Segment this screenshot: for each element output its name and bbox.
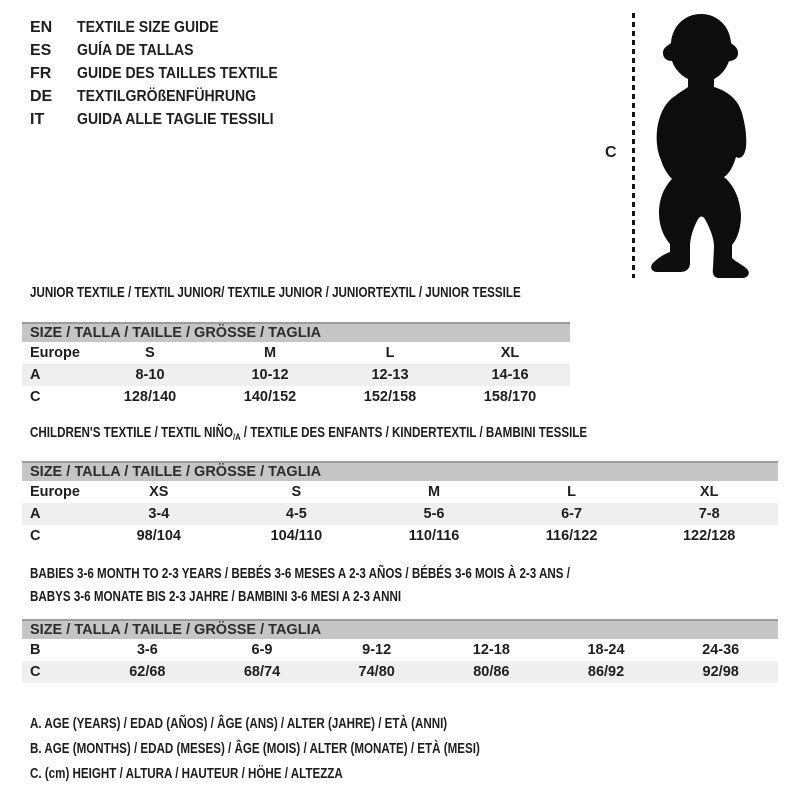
language-row-es bbox=[30, 39, 305, 62]
section-title-babies-line1: BABIES 3-6 MONTH TO 2-3 YEARS / BEBÉS 3-6 MESES A 2-3 AÑOS / BÉBÉS 3-6 MOIS À 2-3 ANS / bbox=[30, 566, 570, 582]
table-cell: 128/140 bbox=[123, 389, 177, 405]
size-header-text: SIZE / TALLA / TAILLE / GRÖSSE / TAGLIA bbox=[30, 464, 322, 480]
language-label: GUIDA ALLE TAGLIE TESSILI bbox=[77, 111, 274, 128]
section-title-children-text: CHILDREN'S TEXTILE / TEXTIL $NIÑO_{/A}$ / TEXTILE DES ENFANTS / KINDERTEXTIL / BAMBINI TESSILE bbox=[30, 425, 588, 443]
table-cell: 140/152 bbox=[243, 389, 297, 405]
table-cell: L bbox=[567, 484, 576, 500]
language-label: TEXTILGRÖßENFÜHRUNG bbox=[77, 88, 257, 105]
language-label: GUIDE DES TAILLES TEXTILE bbox=[77, 65, 278, 82]
size-header-row bbox=[22, 322, 570, 342]
row-label: A bbox=[30, 367, 41, 383]
table-cell: 12-13 bbox=[371, 367, 409, 383]
table-cell: 92/98 bbox=[702, 664, 739, 680]
row-label: C bbox=[30, 528, 41, 544]
row-label: C bbox=[30, 664, 41, 680]
language-code: ES bbox=[30, 42, 52, 59]
table-cell: 5-6 bbox=[423, 506, 445, 522]
size-header-text: SIZE / TALLA / TAILLE / GRÖSSE / TAGLIA bbox=[30, 622, 322, 638]
table-cell: XL bbox=[500, 345, 520, 361]
size-header-row bbox=[22, 619, 778, 639]
row-label: Europe bbox=[30, 484, 80, 500]
language-label: TEXTILE SIZE GUIDE bbox=[77, 19, 219, 36]
table-cell: XL bbox=[699, 484, 719, 500]
table-cell: 9-12 bbox=[362, 642, 392, 658]
table-cell: 152/158 bbox=[363, 389, 417, 405]
table-row-age-years bbox=[22, 364, 570, 386]
table-cell: S bbox=[145, 345, 155, 361]
table-cell: 86/92 bbox=[587, 664, 625, 680]
table-cell: L bbox=[385, 345, 395, 361]
baby-silhouette-icon bbox=[644, 8, 758, 280]
language-row-fr bbox=[30, 62, 305, 85]
junior-size-table bbox=[22, 322, 570, 408]
language-label: GUÍA DE TALLAS bbox=[77, 42, 194, 59]
row-label: B bbox=[30, 642, 41, 658]
language-code: FR bbox=[30, 65, 52, 82]
language-row-it bbox=[30, 108, 305, 131]
language-list bbox=[30, 16, 305, 131]
table-cell: 14-16 bbox=[491, 367, 529, 383]
children-size-table bbox=[22, 461, 778, 547]
language-row-de bbox=[30, 85, 305, 108]
table-cell: 110/116 bbox=[408, 528, 460, 544]
section-title-children bbox=[30, 425, 726, 443]
table-cell: 6-9 bbox=[251, 642, 273, 658]
table-cell: 8-10 bbox=[135, 367, 165, 383]
section-title-babies-line2: BABYS 3-6 MONATE BIS 2-3 JAHRE / BAMBINI 3-6 MESI A 2-3 ANNI bbox=[30, 589, 402, 605]
table-row-age-months bbox=[22, 639, 778, 661]
language-code: DE bbox=[30, 88, 53, 105]
height-measure-dashed-line bbox=[632, 13, 635, 278]
footnote-height-cm: C. (cm) HEIGHT / ALTURA / HAUTEUR / HÖHE / ALTEZZA bbox=[30, 766, 343, 782]
table-cell: 98/104 bbox=[136, 528, 181, 544]
table-cell: 10-12 bbox=[251, 367, 289, 383]
table-cell: 12-18 bbox=[472, 642, 510, 658]
table-cell: 122/128 bbox=[682, 528, 736, 544]
table-cell: M bbox=[427, 484, 441, 500]
subscript-a: /A bbox=[232, 432, 241, 443]
size-header-row bbox=[22, 461, 778, 481]
table-row-height-cm bbox=[22, 525, 778, 547]
table-cell: 80/86 bbox=[473, 664, 510, 680]
height-measure-label: C bbox=[605, 144, 617, 161]
table-row-europe bbox=[22, 481, 778, 503]
row-label: C bbox=[30, 389, 41, 405]
table-cell: 3-4 bbox=[148, 506, 170, 522]
table-cell: 3-6 bbox=[136, 642, 158, 658]
table-row-europe bbox=[22, 342, 570, 364]
table-row-height-cm bbox=[22, 386, 570, 408]
table-cell: 74/80 bbox=[358, 664, 395, 680]
section-title-babies bbox=[30, 563, 705, 609]
table-cell: 68/74 bbox=[243, 664, 281, 680]
table-row-height-cm bbox=[22, 661, 778, 683]
language-code: IT bbox=[30, 111, 45, 128]
babies-size-table bbox=[22, 619, 778, 683]
section-title-junior-text: JUNIOR TEXTILE / TEXTIL JUNIOR/ TEXTILE JUNIOR / JUNIORTEXTIL / JUNIOR TESSILE bbox=[30, 285, 521, 301]
table-cell: S bbox=[291, 484, 302, 500]
table-cell: 24-36 bbox=[702, 642, 740, 658]
table-cell: 116/122 bbox=[545, 528, 598, 544]
footnote-age-years: A. AGE (YEARS) / EDAD (AÑOS) / ÂGE (ANS) / ALTER (JAHRE) / ETÀ (ANNI) bbox=[30, 716, 448, 732]
table-cell: 104/110 bbox=[270, 528, 323, 544]
language-code: EN bbox=[30, 19, 53, 36]
section-title-junior bbox=[30, 285, 643, 301]
size-header-text: SIZE / TALLA / TAILLE / GRÖSSE / TAGLIA bbox=[30, 325, 322, 341]
table-cell: M bbox=[263, 345, 277, 361]
table-cell: 62/68 bbox=[129, 664, 166, 680]
language-row-en bbox=[30, 16, 305, 39]
table-cell: XS bbox=[149, 484, 169, 500]
table-cell: 6-7 bbox=[561, 506, 583, 522]
table-cell: 18-24 bbox=[587, 642, 625, 658]
footnote-age-months: B. AGE (MONTHS) / EDAD (MESES) / ÂGE (MOIS) / ALTER (MONATE) / ETÀ (MESI) bbox=[30, 741, 480, 757]
table-cell: 4-5 bbox=[285, 506, 307, 522]
table-cell: 158/170 bbox=[483, 389, 537, 405]
footnotes bbox=[30, 712, 592, 787]
table-row-age-years bbox=[22, 503, 778, 525]
table-cell: 7-8 bbox=[698, 506, 720, 522]
row-label: Europe bbox=[30, 345, 80, 361]
row-label: A bbox=[30, 506, 41, 522]
